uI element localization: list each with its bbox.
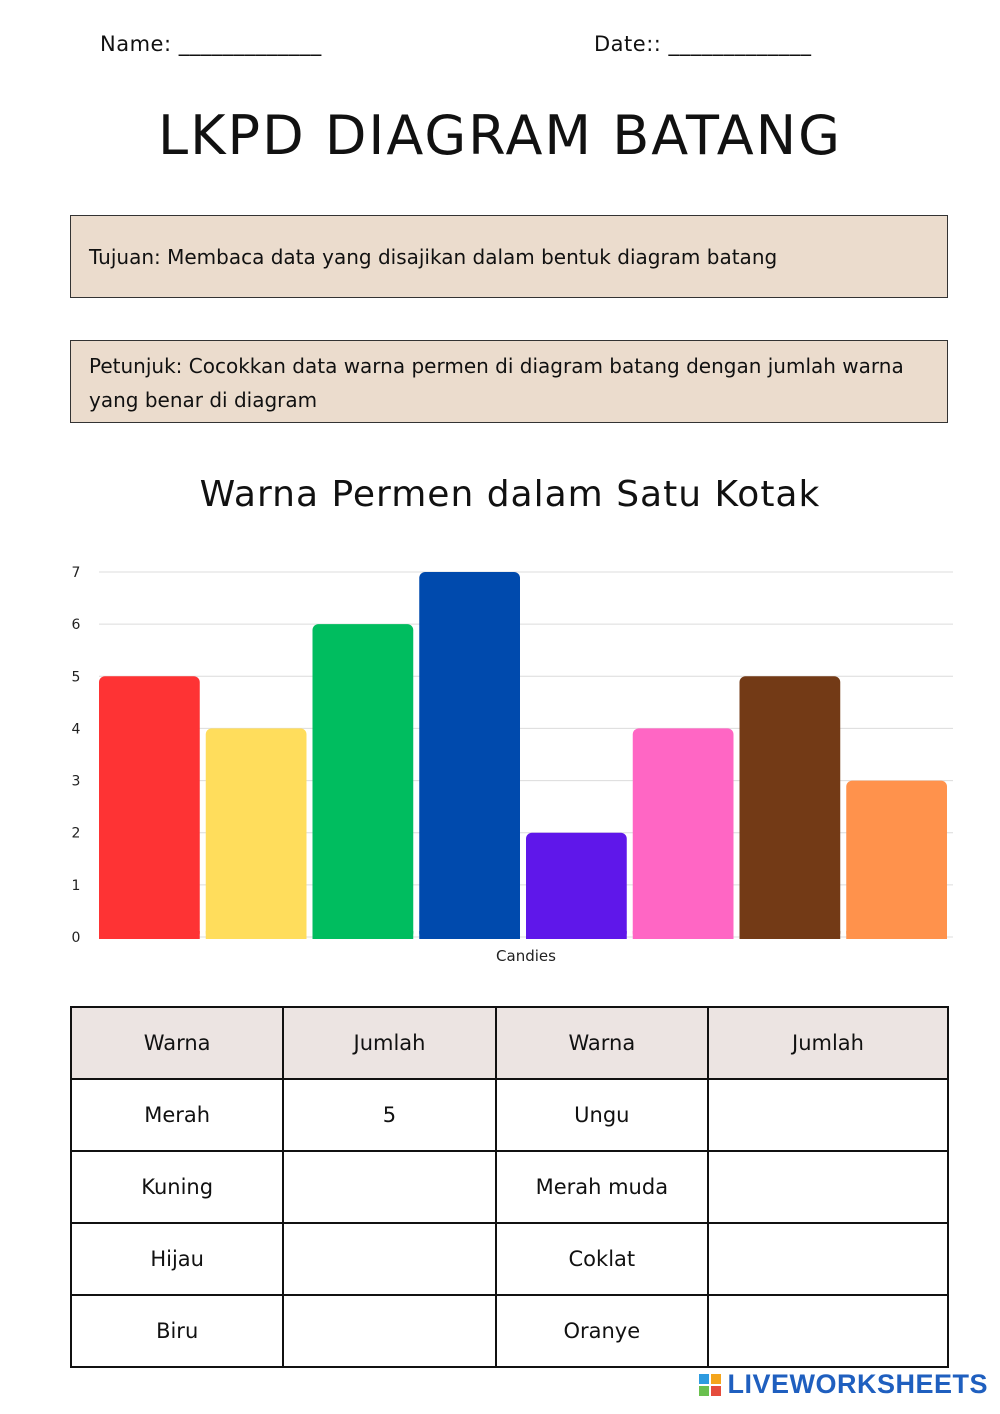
header-warna-2: Warna bbox=[496, 1007, 708, 1079]
y-tick-label: 2 bbox=[71, 825, 81, 842]
instruction-box bbox=[70, 340, 948, 423]
worksheet-title: LKPD DIAGRAM BATANG bbox=[158, 104, 842, 167]
chart-x-label: Candies bbox=[496, 947, 556, 965]
count-input-cell[interactable] bbox=[708, 1079, 948, 1151]
color-cell: Biru bbox=[71, 1295, 283, 1367]
bar bbox=[99, 676, 200, 939]
goal-text: Tujuan: Membaca data yang disajikan dalam bentuk diagram batang bbox=[89, 244, 778, 269]
table-row bbox=[71, 1079, 948, 1151]
bar-chart bbox=[0, 540, 1000, 980]
bar bbox=[633, 728, 734, 939]
color-cell: Oranye bbox=[496, 1295, 708, 1367]
y-tick-label: 1 bbox=[71, 877, 81, 894]
bar-base bbox=[206, 931, 307, 939]
answer-table bbox=[70, 1006, 949, 1368]
chart-title: Warna Permen dalam Satu Kotak bbox=[199, 474, 821, 515]
count-input-cell[interactable] bbox=[708, 1223, 948, 1295]
brand-text: LIVEWORKSHEETS bbox=[727, 1369, 988, 1399]
y-tick-label: 7 bbox=[71, 565, 81, 581]
y-tick-label: 4 bbox=[71, 721, 81, 738]
bar-base bbox=[99, 931, 200, 939]
header-jumlah-2: Jumlah bbox=[708, 1007, 948, 1079]
goal-box bbox=[70, 215, 948, 298]
table-row bbox=[71, 1295, 948, 1367]
table-header-row bbox=[71, 1007, 948, 1079]
count-input-cell[interactable] bbox=[283, 1295, 495, 1367]
bar bbox=[740, 676, 841, 939]
header-warna-1: Warna bbox=[71, 1007, 283, 1079]
y-tick-label: 6 bbox=[71, 617, 81, 634]
count-input-cell[interactable] bbox=[708, 1295, 948, 1367]
liveworksheets-logo-icon bbox=[699, 1374, 721, 1396]
table-row bbox=[71, 1151, 948, 1223]
date-field: Date:: _____________ bbox=[594, 32, 812, 56]
color-cell: Hijau bbox=[71, 1223, 283, 1295]
instruction-text: Petunjuk: Cocokkan data warna permen di diagram batang dengan jumlah warna yang benar di diagram bbox=[89, 354, 904, 412]
bar-base bbox=[419, 931, 520, 939]
bar bbox=[206, 728, 307, 939]
color-cell: Coklat bbox=[496, 1223, 708, 1295]
liveworksheets-brand bbox=[699, 1369, 988, 1400]
count-input-cell[interactable] bbox=[708, 1151, 948, 1223]
chart-y-ticks bbox=[72, 565, 81, 946]
bar bbox=[313, 624, 414, 939]
y-tick-label: 3 bbox=[71, 773, 81, 790]
color-cell: Kuning bbox=[71, 1151, 283, 1223]
bar-base bbox=[740, 931, 841, 939]
bar-base bbox=[633, 931, 734, 939]
bar-base bbox=[846, 931, 947, 939]
bar-base bbox=[526, 931, 627, 939]
count-input-cell[interactable] bbox=[283, 1223, 495, 1295]
count-input-cell[interactable] bbox=[283, 1151, 495, 1223]
header-jumlah-1: Jumlah bbox=[283, 1007, 495, 1079]
chart-bars bbox=[99, 572, 947, 939]
name-field: Name: _____________ bbox=[100, 32, 322, 56]
table-row bbox=[71, 1223, 948, 1295]
y-tick-label: 5 bbox=[71, 669, 81, 686]
bar-base bbox=[313, 931, 414, 939]
bar bbox=[846, 781, 947, 939]
y-tick-label: 0 bbox=[71, 930, 81, 946]
color-cell: Ungu bbox=[496, 1079, 708, 1151]
bar bbox=[419, 572, 520, 939]
bar bbox=[526, 833, 627, 939]
color-cell: Merah bbox=[71, 1079, 283, 1151]
count-input-cell[interactable]: 5 bbox=[283, 1079, 495, 1151]
color-cell: Merah muda bbox=[496, 1151, 708, 1223]
